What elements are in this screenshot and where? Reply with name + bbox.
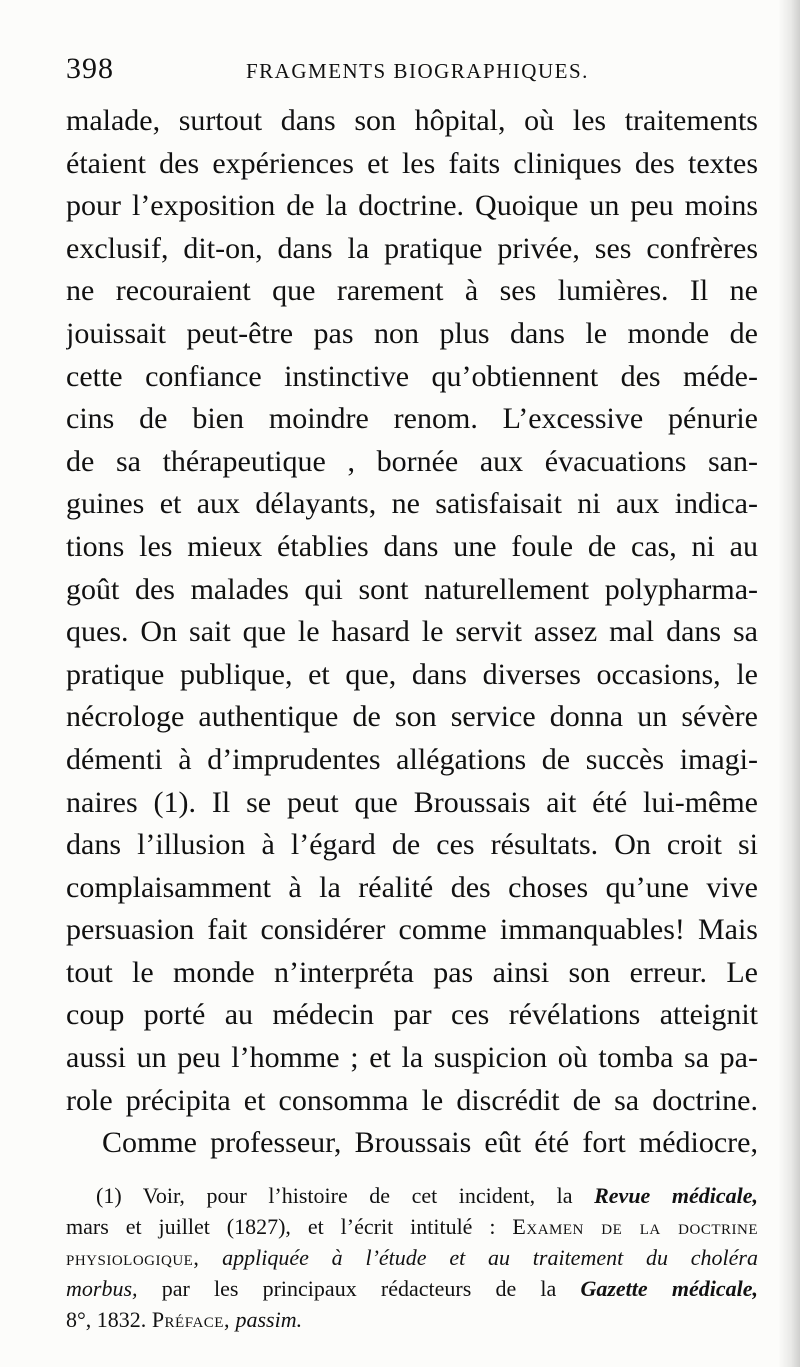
footnote-text: par les principaux rédacteurs de la	[137, 1276, 581, 1301]
footnote-work-title: Examen de la doctrine	[512, 1214, 758, 1239]
text-line: complaisamment à la réalité des choses qu’une vive	[66, 870, 758, 904]
text-line: cins de bien moindre renom. L’excessive pénurie	[66, 402, 758, 436]
footnote-line	[66, 1242, 758, 1273]
footnote-line	[66, 1304, 758, 1335]
text-line: cette confiance instinctive qu’obtiennent des méde-	[66, 359, 758, 393]
text-line: pour l’exposition de la doctrine. Quoique un peu moins	[66, 189, 758, 223]
footnote-work-subtitle: appliquée à l’étude et au traitement du choléra	[199, 1245, 758, 1270]
footnote-text: mars et juillet (1827), et l’écrit intitulé :	[66, 1214, 513, 1239]
footnote-journal-title: Gazette médicale,	[580, 1276, 758, 1301]
footnote-line	[66, 1211, 758, 1242]
page-edge-shadow	[778, 0, 800, 1367]
text-line: exclusif, dit-on, dans la pratique privée, ses confrères	[66, 231, 758, 265]
footnote-text: (1) Voir, pour l’histoire de cet incident, la	[96, 1183, 595, 1208]
footnote-line	[66, 1180, 758, 1211]
running-head: FRAGMENTS BIOGRAPHIQUES.	[246, 59, 589, 83]
footnote-section: Préface,	[151, 1307, 230, 1332]
body-text	[66, 100, 758, 1165]
text-line: ques. On sait que le hasard le servit assez mal dans sa	[66, 615, 758, 649]
text-line: guines et aux délayants, ne satisfaisait ni aux indica-	[66, 487, 758, 521]
page-number: 398	[66, 52, 114, 85]
text-line: tions les mieux établies dans une foule de cas, ni au	[66, 529, 758, 563]
text-line: tout le monde n’interpréta pas ainsi son erreur. Le	[66, 955, 758, 989]
text-line: pratique publique, et que, dans diverses occasions, le	[66, 657, 758, 691]
footnote-text: 8°, 1832.	[66, 1307, 152, 1332]
text-line: malade, surtout dans son hôpital, où les traitements	[66, 104, 758, 137]
footnote	[66, 1180, 758, 1335]
text-line: étaient des expériences et les faits cliniques des textes	[66, 146, 758, 180]
text-line: de sa thérapeutique , bornée aux évacuations san-	[66, 444, 758, 478]
text-line: dans l’illusion à l’égard de ces résultats. On croit si	[66, 828, 758, 862]
footnote-work-title: physiologique,	[66, 1245, 200, 1270]
footnote-passim: passim.	[229, 1307, 303, 1332]
text-line: coup porté au médecin par ces révélations atteignit	[66, 998, 758, 1032]
text-line: aussi un peu l’homme ; et la suspicion où tomba sa pa-	[66, 1041, 758, 1075]
text-line: démenti à d’imprudentes allégations de succès imagi-	[66, 742, 758, 776]
page-header	[66, 52, 756, 92]
text-line: nécrologe authentique de son service donna un sévère	[66, 700, 758, 734]
footnote-work-subtitle: morbus,	[66, 1276, 138, 1301]
text-line: role précipita et consomma le discrédit de sa doctrine.	[66, 1083, 758, 1117]
text-line: persuasion fait considérer comme immanquables! Mais	[66, 913, 758, 947]
paragraph-start-line: Comme professeur, Broussais eût été fort médiocre,	[102, 1126, 758, 1160]
text-line: goût des malades qui sont naturellement polypharma-	[66, 572, 758, 606]
text-line: ne recouraient que rarement à ses lumières. Il ne	[66, 274, 758, 308]
footnote-journal-title: Revue médicale,	[594, 1183, 758, 1208]
text-line: naires (1). Il se peut que Broussais ait été lui-même	[66, 785, 758, 819]
text-line: jouissait peut-être pas non plus dans le monde de	[66, 316, 758, 350]
footnote-line	[66, 1273, 758, 1304]
